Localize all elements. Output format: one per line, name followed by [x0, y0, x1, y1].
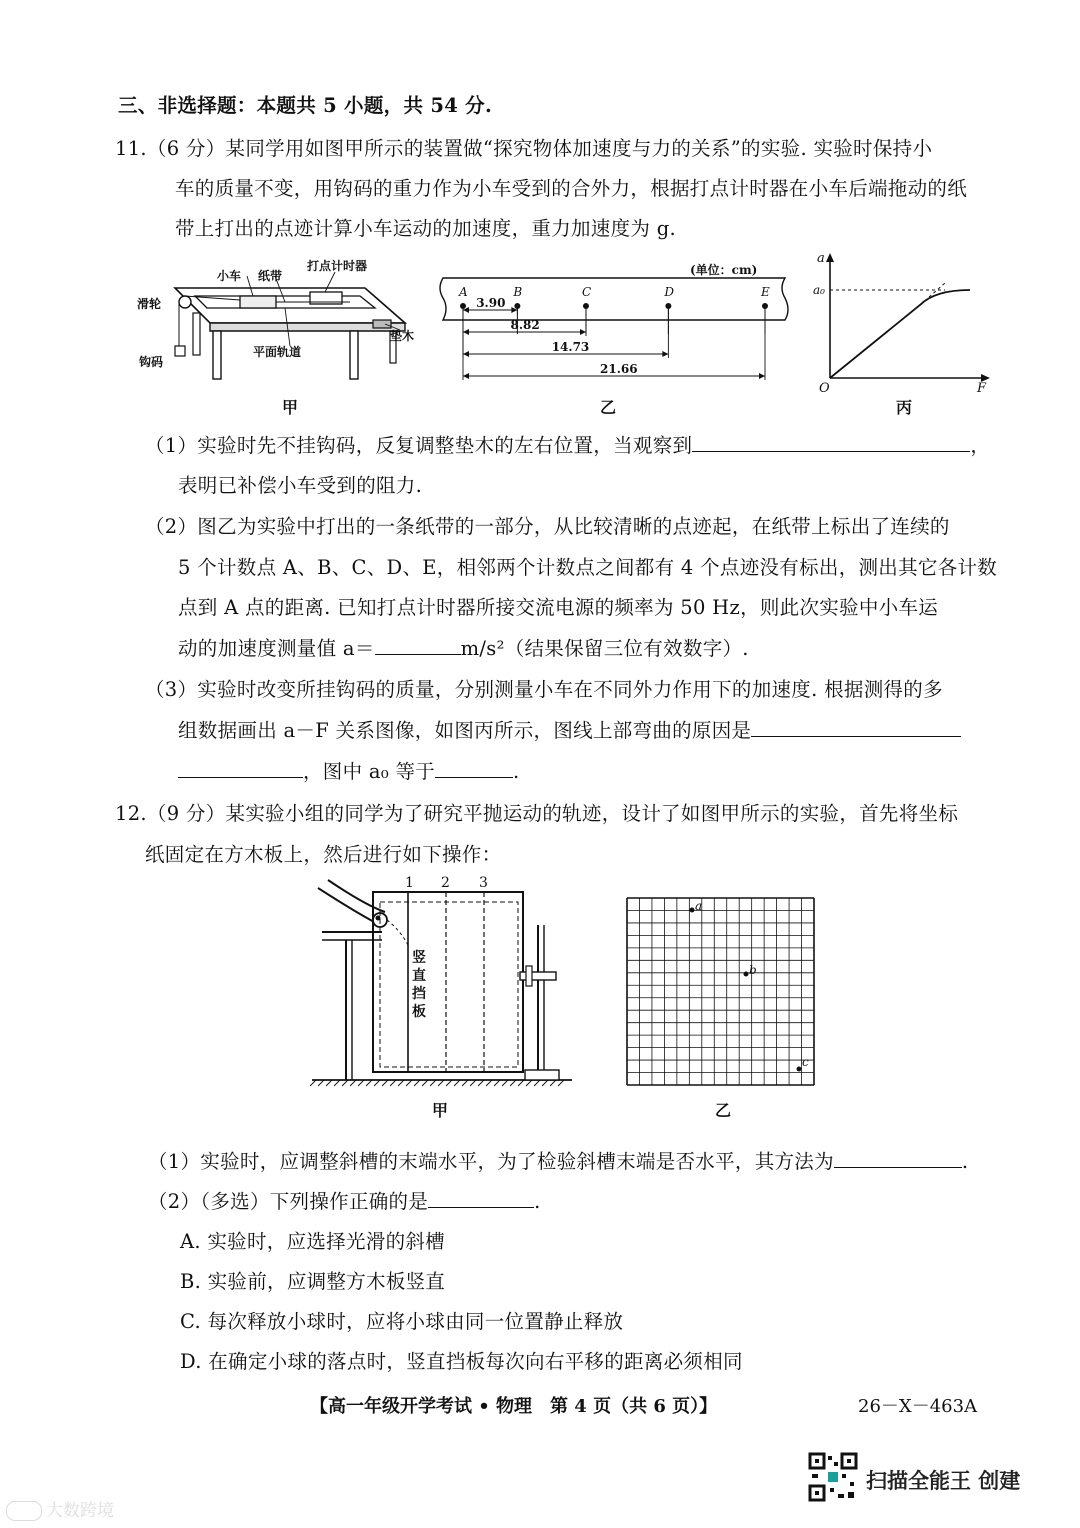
q11-part3-a0-blank[interactable]: [435, 759, 513, 778]
q12-fig-a-caption: 甲: [432, 1101, 449, 1120]
q11-figure-tape: [435, 258, 795, 388]
stand-base: [525, 1070, 559, 1080]
tape-label-E: E: [761, 285, 770, 299]
q11-part2-line2: 5 个计数点 A、B、C、D、E，相邻两个计数点之间都有 4 个点迹没有标出，测出其它各计数: [178, 556, 998, 579]
label-weight: 钩码: [139, 355, 164, 369]
graph-a0-label: a₀: [813, 283, 825, 297]
scanner-watermark: 扫描全能王 创建: [866, 1469, 1021, 1493]
q11-part2-line4: 动的加速度测量值 a＝ m/s²（结果保留三位有效数字）.: [178, 637, 749, 660]
pulley: [179, 296, 191, 308]
a-f-curve: [830, 290, 970, 378]
label-car: 小车: [217, 269, 242, 283]
weight: [175, 346, 185, 356]
square-board: [373, 892, 523, 1072]
q12-stem-line2: 纸固定在方木板上，然后进行如下操作：: [145, 843, 502, 866]
distance-label-2: 8.82: [510, 318, 540, 332]
q11-fig-a-caption: 甲: [282, 398, 299, 417]
q12-part2-answer-blank[interactable]: [428, 1189, 534, 1208]
q11-stem-line3: 带上打出的点迹计算小车运动的加速度，重力加速度为 g.: [175, 217, 676, 240]
q12-part1: （1）实验时，应调整斜槽的末端水平，为了检验斜槽末端是否水平，其方法为 .: [148, 1150, 969, 1173]
mark-3: 3: [479, 875, 488, 891]
q11-part1-line2: 表明已补偿小车受到的阻力.: [178, 474, 423, 497]
distance-label-3: 14.73: [551, 340, 590, 354]
q12-figure-grid: [625, 896, 820, 1091]
graph-origin-label: O: [819, 381, 830, 396]
q12-figure-apparatus: [310, 870, 575, 1085]
baffle-label: [412, 949, 426, 1020]
q11-stem-line2: 车的质量不变，用钩码的重力作为小车受到的合外力，根据打点计时器在小车后端拖动的纸: [175, 177, 968, 200]
grid-label-a: a: [695, 899, 703, 913]
q12-part1-answer-blank[interactable]: [834, 1149, 962, 1168]
grid-point-b: [744, 972, 749, 977]
grid-point-c: [797, 1067, 802, 1072]
q12-option-b[interactable]: B. 实验前，应调整方木板竖直: [180, 1270, 446, 1293]
q11-fig-b-caption: 乙: [600, 398, 617, 417]
q11-part1-answer-blank[interactable]: [692, 433, 970, 452]
q11-part3-line1: （3）实验时改变所挂钩码的质量，分别测量小车在不同外力作用下的加速度. 根据测得的多: [145, 678, 943, 701]
distance-label-4: 21.66: [600, 362, 638, 376]
wood-block: [373, 320, 391, 328]
label-track: 平面轨道: [253, 345, 302, 359]
distance-label-1: 3.90: [476, 296, 506, 310]
q12-part2: （2）（多选）下列操作正确的是 .: [148, 1190, 541, 1213]
qr-code-icon: [808, 1452, 858, 1502]
svg-text:直: 直: [412, 968, 426, 984]
grid-label-b: b: [749, 963, 757, 977]
q11-part3-reason-blank-cont[interactable]: [178, 759, 303, 778]
grid-point-a: [690, 908, 695, 913]
svg-text:竖: 竖: [412, 950, 426, 966]
q11-part1-line1: （1）实验时先不挂钩码，反复调整垫木的左右位置，当观察到 ，: [145, 434, 991, 457]
section-header: 三、非选择题：本题共 5 小题，共 54 分.: [118, 94, 493, 117]
tape-unit: (单位：cm): [690, 263, 758, 277]
q11-part2-answer-blank[interactable]: [375, 636, 461, 655]
q11-fig-c-caption: 丙: [896, 398, 913, 417]
graph-x-label: F: [977, 381, 987, 396]
q11-figure-graph: [805, 250, 995, 395]
grid-label-c: c: [802, 1055, 809, 1069]
q12-option-d[interactable]: D. 在确定小球的落点时，竖直挡板每次向右平移的距离必须相同: [180, 1350, 743, 1373]
q11-part2-line1: （2）图乙为实验中打出的一条纸带的一部分，从比较清晰的点迹起，在纸带上标出了连续的: [145, 515, 950, 538]
tape-label-A: A: [459, 285, 468, 299]
label-timer: 打点计时器: [307, 259, 368, 273]
q11-part2-line3: 点到 A 点的距离. 已知打点计时器所接交流电源的频率为 50 Hz，则此次实验中小车运: [178, 596, 939, 619]
mark-1: 1: [405, 875, 414, 891]
tape-label-D: D: [664, 285, 675, 299]
q11-stem-line1: 11.（6 分）某同学用如图甲所示的装置做“探究物体加速度与力的关系”的实验. 实验时保持小: [115, 137, 933, 160]
label-block: 垫木: [390, 329, 415, 343]
footer-code: 26－X－463A: [858, 1396, 978, 1417]
svg-text:挡: 挡: [412, 986, 426, 1002]
q11-part3-line2: 组数据画出 a－F 关系图像，如图丙所示，图线上部弯曲的原因是: [178, 715, 961, 743]
tape-label-C: C: [581, 285, 592, 299]
svg-text:板: 板: [412, 1004, 426, 1020]
logo-watermark: 大数跨境: [6, 1496, 114, 1521]
chat-bubble-icon: [6, 1501, 42, 1521]
label-tape: 纸带: [258, 269, 283, 283]
q12-option-c[interactable]: C. 每次释放小球时，应将小球由同一位置静止释放: [180, 1310, 624, 1333]
graph-y-label: a: [817, 251, 825, 266]
q11-part3-line3: ，图中 a₀ 等于 .: [178, 756, 520, 784]
q12-fig-b-caption: 乙: [715, 1101, 732, 1120]
footer-title: 【高一年级开学考试 • 物理 第 4 页（共 6 页）】: [310, 1396, 718, 1417]
mark-2: 2: [441, 875, 450, 891]
cart: [240, 296, 276, 308]
q11-figure-apparatus: [135, 258, 435, 408]
label-pulley: 滑轮: [137, 297, 162, 311]
q11-part3-reason-blank[interactable]: [751, 718, 961, 737]
q12-option-a[interactable]: A. 实验时，应选择光滑的斜槽: [180, 1230, 445, 1253]
q12-stem-line1: 12.（9 分）某实验小组的同学为了研究平抛运动的轨迹，设计了如图甲所示的实验，首先将坐标: [115, 802, 959, 825]
tape-label-B: B: [513, 285, 523, 299]
